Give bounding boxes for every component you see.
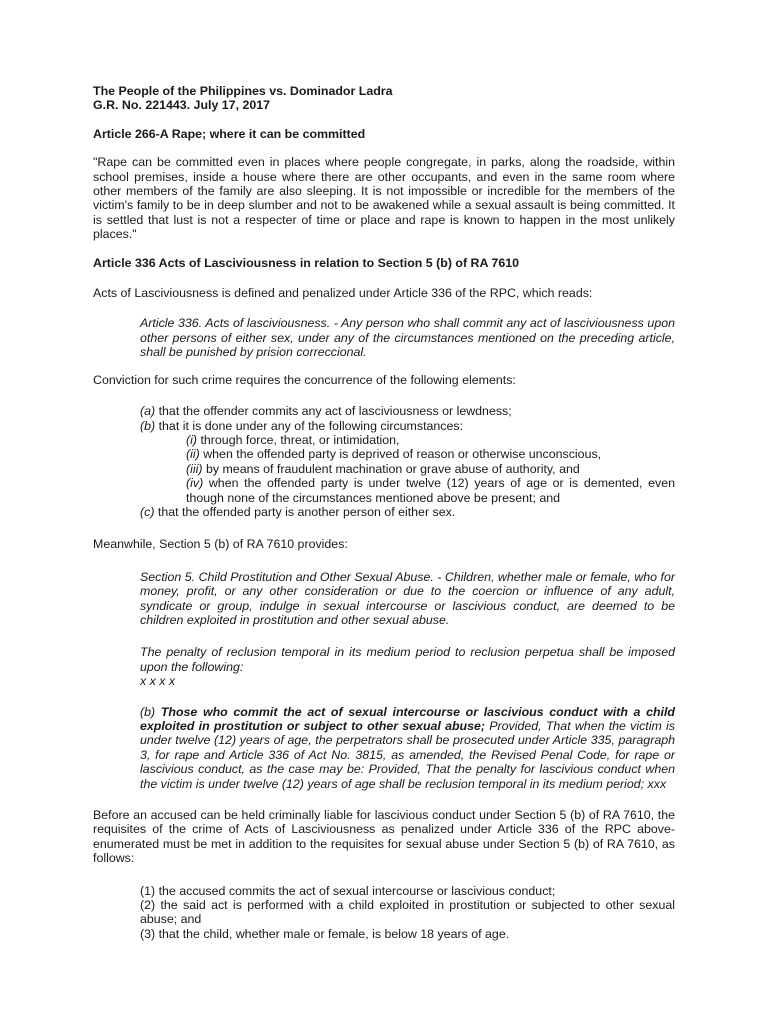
requisite-1: (1) the accused commits the act of sexual intercourse or lascivious conduct; bbox=[140, 883, 556, 898]
requisites-list bbox=[93, 884, 675, 942]
document-page bbox=[93, 84, 675, 941]
requisite-3: (3) that the child, whether male or female, is below 18 years of age. bbox=[140, 926, 510, 941]
circumstance-iii-text: by means of fraudulent machination or grave abuse of authority, and bbox=[202, 461, 580, 476]
circumstance-ii bbox=[186, 447, 675, 461]
circumstance-iv-label: (iv) bbox=[186, 476, 204, 491]
circumstance-i-text: through force, threat, or intimidation, bbox=[197, 432, 400, 447]
circumstance-iii-label: (iii) bbox=[186, 461, 203, 476]
omission-marker: x x x x bbox=[140, 674, 176, 689]
element-c-label: (c) bbox=[140, 504, 155, 519]
section-5b-proviso: Provided, That when the victim is under twelve (12) years of age, the perpetrators shall be prosecuted under Article 335, paragraph 3, for rape and Article 336 of Act No. 3815, as amended, the Revised Penal Code, for rape or lascivious conduct, as the case may be: Provided, That the penalty for lascivious conduct when the victim is under twelve (12) years of age shall be reclusion temporal in its medium period; xxx bbox=[140, 719, 676, 791]
circumstance-i-label: (i) bbox=[186, 432, 198, 447]
case-number: G.R. No. 221443. July 17, 2017 bbox=[93, 98, 271, 113]
element-a-text: that the offender commits any act of lasciviousness or lewdness; bbox=[155, 404, 512, 419]
element-c bbox=[140, 505, 675, 519]
before-accused-paragraph: Before an accused can be held criminally liable for lascivious conduct under Section 5 (b) of RA 7610, the requisites of the crime of Acts of Lasciviousness as penalized under Article 336 of the RPC above-enumerated must be met in addition to the requisites for sexual abuse under Section 5 (b) of RA 7610, as follows: bbox=[93, 808, 675, 866]
circumstance-iii bbox=[186, 462, 675, 476]
section-5b-label: (b) bbox=[140, 704, 156, 719]
element-a-label: (a) bbox=[140, 404, 156, 419]
circumstance-i bbox=[186, 433, 675, 447]
circumstance-ii-label: (ii) bbox=[186, 447, 200, 462]
section-5b-clause bbox=[140, 705, 675, 791]
rape-quote-paragraph: "Rape can be committed even in places where people congregate, in parks, along the roadside, within school premises, inside a house where there are other occupants, and even in the same room where other members of the family are also sleeping. It is not impossible or incredible for the members of the victim's family to be in deep slumber and not to be awakened while a sexual assault is being committed. It is settled that lust is not a respecter of time or place and rape is known to happen in the most unlikely places." bbox=[93, 155, 675, 242]
requisite-2: (2) the said act is performed with a child exploited in prostitution or subjected to other sexual abuse; and bbox=[140, 898, 675, 927]
section-5-quote: Section 5. Child Prostitution and Other Sexual Abuse. - Children, whether male or female, who for money, profit, or any other consideration or due to the coercion or influence of any adult, syndicate or group, indulge in sexual intercourse or lascivious conduct, are deemed to be children exploited in prostitution and other sexual abuse. bbox=[140, 569, 675, 627]
element-a bbox=[140, 404, 675, 418]
element-b-text: that it is done under any of the following circumstances: bbox=[155, 418, 464, 433]
article-336-quote: Article 336. Acts of lasciviousness. - Any person who shall commit any act of lasciviousness upon other persons of either sex, under any of the circumstances mentioned on the preceding article, shall be punished by prision correccional. bbox=[140, 316, 675, 360]
penalty-quote: The penalty of reclusion temporal in its medium period to reclusion perpetua shall be imposed upon the following: bbox=[140, 645, 675, 674]
acts-intro-paragraph: Acts of Lasciviousness is defined and penalized under Article 336 of the RPC, which reads: bbox=[93, 286, 593, 301]
circumstance-iv bbox=[186, 476, 675, 505]
elements-list bbox=[93, 404, 675, 519]
conviction-intro-paragraph: Conviction for such crime requires the concurrence of the following elements: bbox=[93, 372, 516, 387]
case-title: The People of the Philippines vs. Dominador Ladra bbox=[93, 84, 393, 98]
element-b-label: (b) bbox=[140, 418, 156, 433]
circumstance-iv-text: when the offended party is under twelve (12) years of age or is demented, even though none of the circumstances mentioned above be present; and bbox=[186, 476, 675, 505]
element-c-text: that the offended party is another person of either sex. bbox=[154, 504, 456, 519]
element-b bbox=[140, 419, 675, 433]
circumstance-ii-text: when the offended party is deprived of reason or otherwise unconscious, bbox=[199, 447, 602, 462]
section-5b-bold-text: Those who commit the act of sexual intercourse or lascivious conduct with a child exploited in prostitution or subject to other sexual abuse; bbox=[140, 704, 675, 733]
meanwhile-paragraph: Meanwhile, Section 5 (b) of RA 7610 provides: bbox=[93, 537, 348, 552]
section-heading-rape: Article 266-A Rape; where it can be committed bbox=[93, 126, 366, 141]
section-heading-lasciviousness: Article 336 Acts of Lasciviousness in relation to Section 5 (b) of RA 7610 bbox=[93, 255, 519, 270]
